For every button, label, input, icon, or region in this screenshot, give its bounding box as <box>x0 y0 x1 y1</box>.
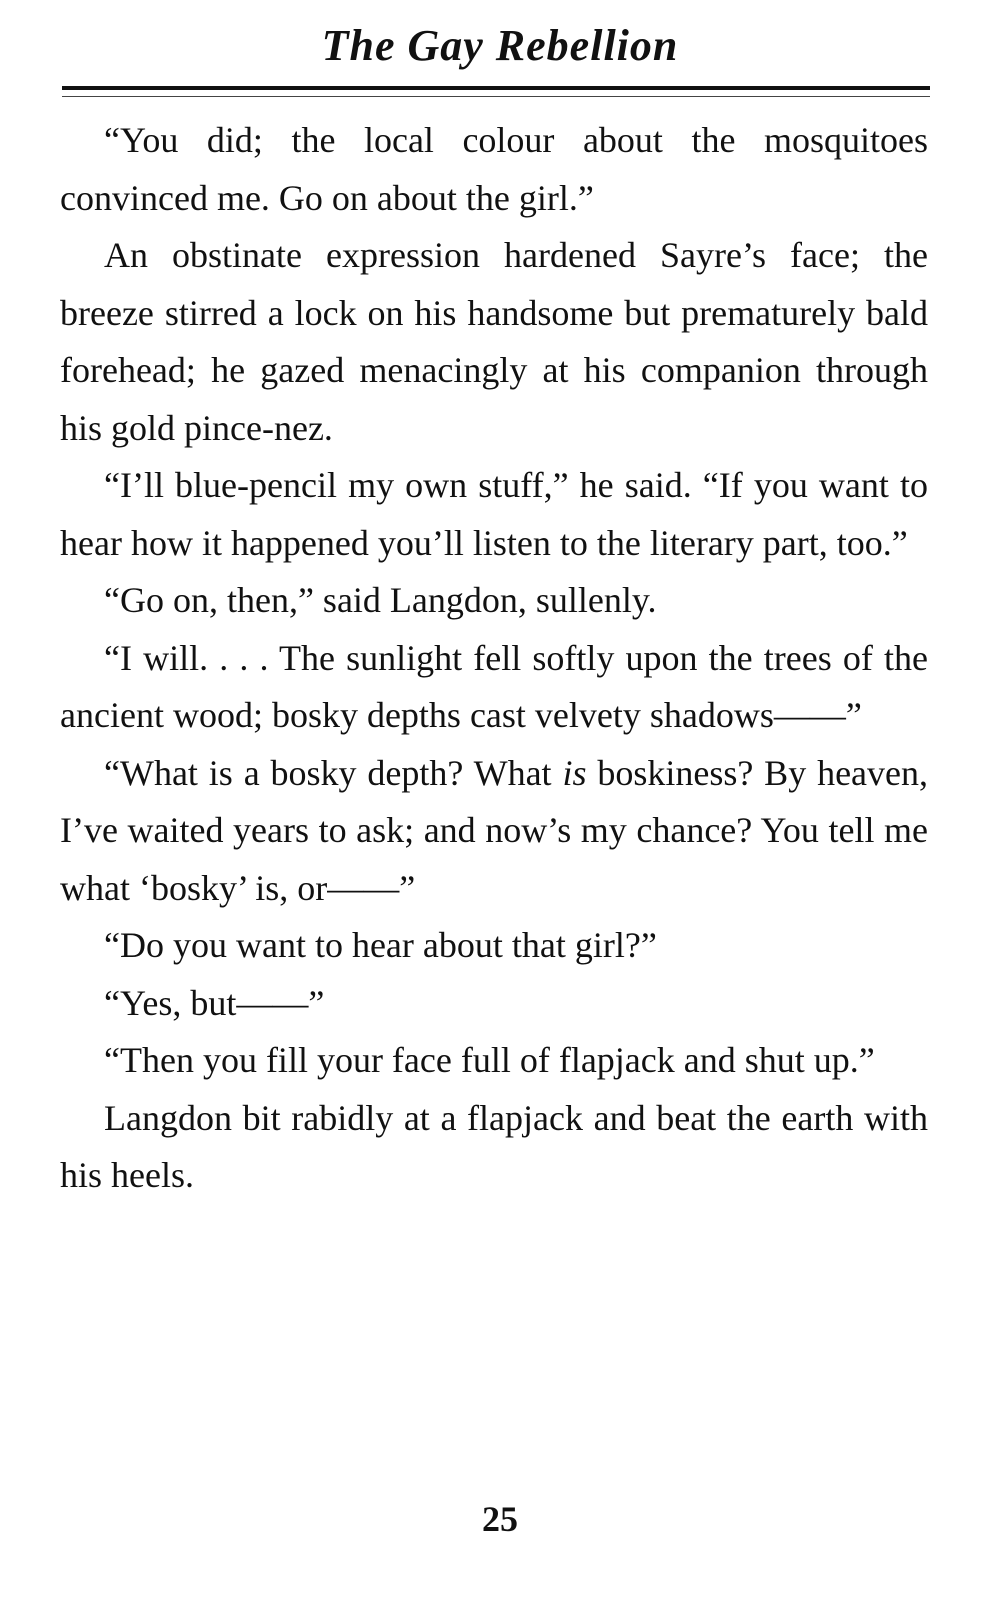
paragraph-8: “Yes, but——” <box>104 982 325 1023</box>
running-head-title: The Gay Rebellion <box>321 21 679 70</box>
paragraph-6: “What is a bosky depth? What is boskiness? By heaven, I’ve waited years to ask; and now’s my chance? You tell me what ‘bosky’ is, or——” <box>60 752 928 908</box>
paragraph-1: “You did; the local colour about the mosquitoes convinced me. Go on about the girl.” <box>60 120 928 218</box>
paragraph-5: “I will. . . . The sunlight fell softly upon the trees of the ancient wood; bosky depths cast velvety shadows——” <box>60 637 928 735</box>
body-text <box>60 112 928 1205</box>
header-rule-thin <box>62 96 930 97</box>
paragraph-3: “I’ll blue-pencil my own stuff,” he said. “If you want to hear how it happened you’ll listen to the literary part, too.” <box>60 465 928 563</box>
paragraph-7: “Do you want to hear about that girl?” <box>104 925 657 965</box>
paragraph-10: Langdon bit rabidly at a flapjack and beat the earth with his heels. <box>60 1097 928 1195</box>
paragraph-4: “Go on, then,” said Langdon, sullenly. <box>104 580 657 620</box>
page-number: 25 <box>482 1499 518 1539</box>
paragraph-9: “Then you fill your face full of flapjack and shut up.” <box>104 1040 875 1080</box>
header-rule-thick <box>62 86 930 90</box>
italic-emphasis: is <box>562 752 587 793</box>
paragraph-2: An obstinate expression hardened Sayre’s face; the breeze stirred a lock on his handsome but prematurely bald forehead; he gazed menacingly at his companion through his gold pince-nez. <box>60 235 928 448</box>
